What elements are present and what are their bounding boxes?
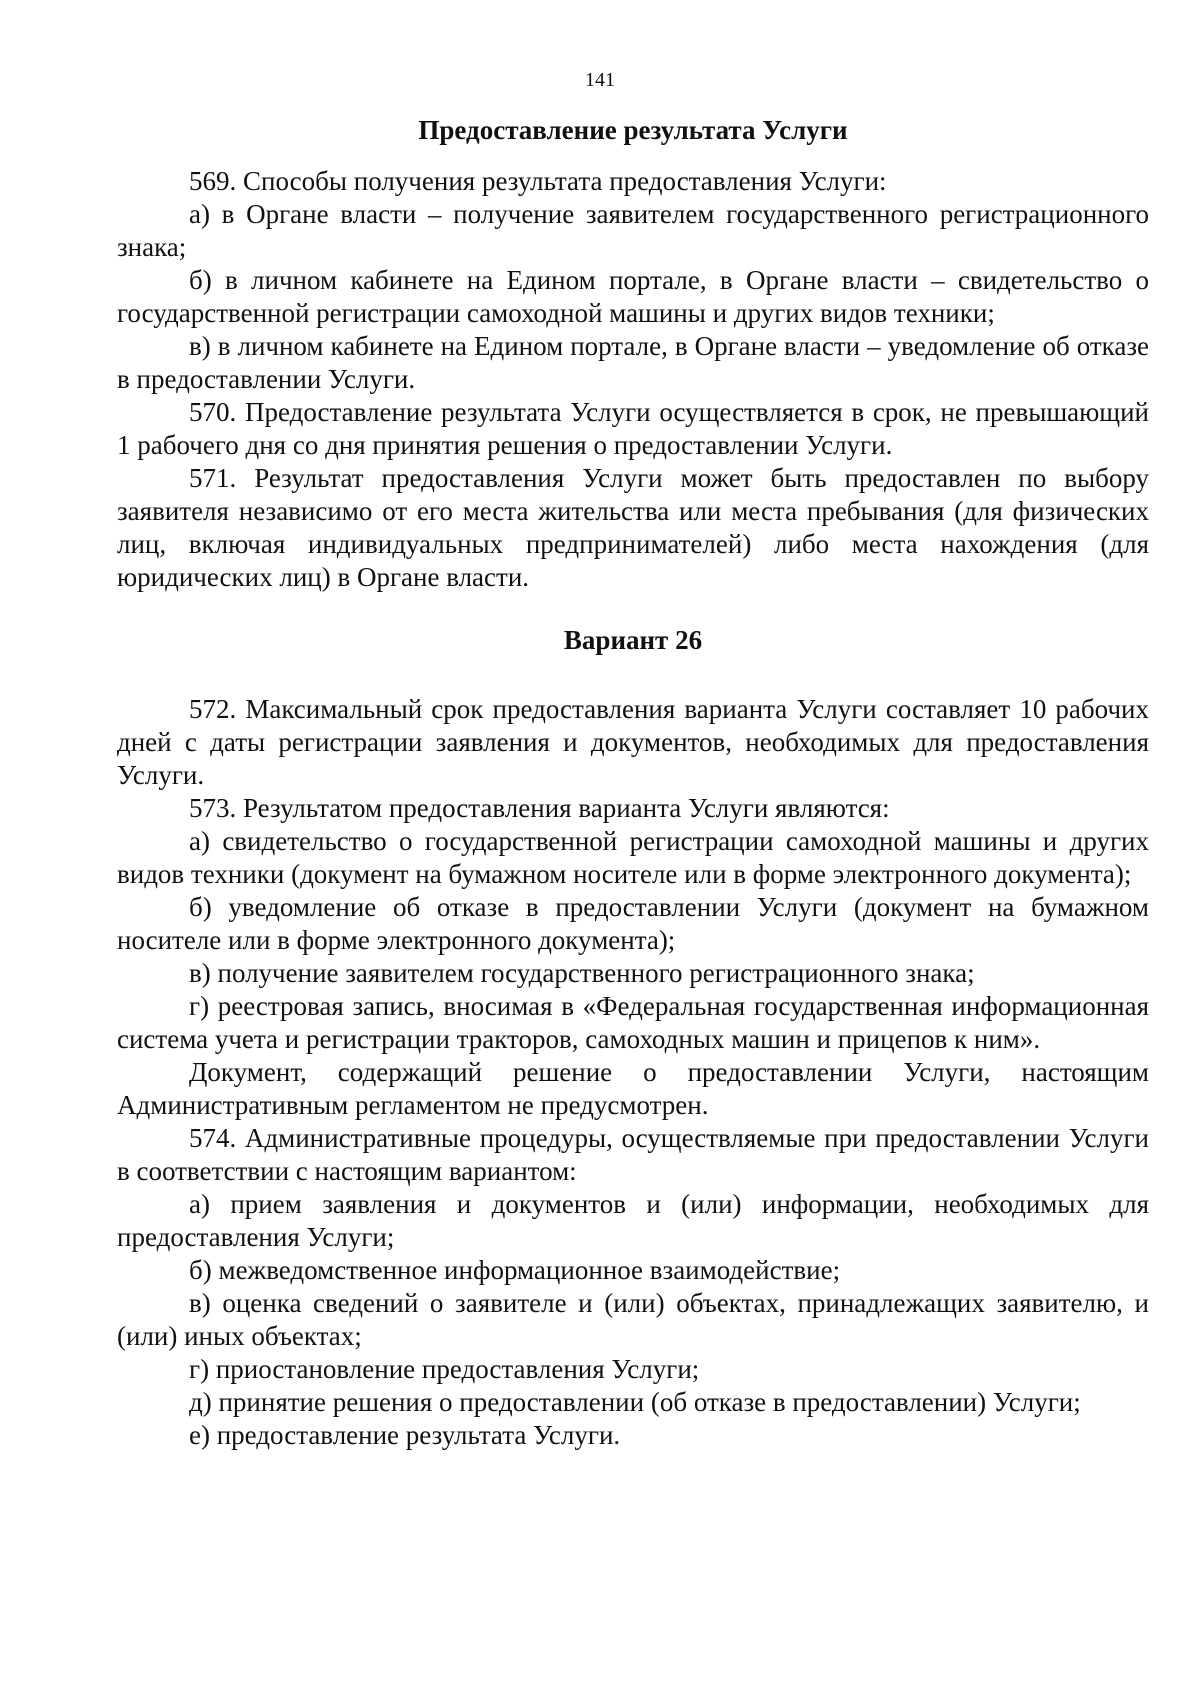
page-number: 141 [585, 69, 615, 91]
section-heading-variant-26: Вариант 26 [563, 625, 703, 655]
paragraph-573-b: б) уведомление об отказе в предоставлении Услуги (документ на бумажном носителе или в форме электронного документа); [117, 892, 1149, 955]
paragraph-569: 569. Способы получения результата предоставления Услуги: [189, 166, 887, 196]
paragraph-574-a: а) прием заявления и документов и (или) информации, необходимых для предоставления Услуги; [117, 1189, 1149, 1252]
paragraph-571: 571. Результат предоставления Услуги может быть предоставлен по выбору заявителя независимо от его места жительства или места пребывания (для физических лиц, включая индивидуальных предпринимателей) либо места нахождения (для юридических лиц) в Органе власти. [117, 463, 1149, 592]
paragraph-574-d: д) принятие решения о предоставлении (об отказе в предоставлении) Услуги; [189, 1387, 1081, 1417]
paragraph-569-a: а) в Органе власти – получение заявителем государственного регистрационного знака; [117, 199, 1149, 262]
document-body [117, 114, 1149, 1452]
paragraph-574-b: б) межведомственное информационное взаимодействие; [189, 1255, 841, 1285]
paragraph-574: 574. Административные процедуры, осуществляемые при предоставлении Услуги в соответствии с настоящим вариантом: [117, 1123, 1149, 1186]
paragraph-574-g: г) приостановление предоставления Услуги; [189, 1354, 700, 1384]
paragraph-572: 572. Максимальный срок предоставления варианта Услуги составляет 10 рабочих дней с даты регистрации заявления и документов, необходимых для предоставления Услуги. [117, 694, 1149, 790]
paragraph-573-v: в) получение заявителем государственного регистрационного знака; [189, 958, 975, 988]
section-result [117, 165, 1149, 594]
paragraph-574-e: е) предоставление результата Услуги. [189, 1420, 621, 1450]
paragraph-569-v: в) в личном кабинете на Едином портале, в Органе власти – уведомление об отказе в предоставлении Услуги. [117, 331, 1149, 394]
section-heading-result: Предоставление результата Услуги [418, 115, 848, 145]
paragraph-570: 570. Предоставление результата Услуги осуществляется в срок, не превышающий 1 рабочего дня со дня принятия решения о предоставлении Услуги. [117, 397, 1149, 460]
paragraph-574-v: в) оценка сведений о заявителе и (или) объектах, принадлежащих заявителю, и (или) иных объектах; [117, 1288, 1149, 1351]
paragraph-573-g: г) реестровая запись, вносимая в «Федеральная государственная информационная система учета и регистрации тракторов, самоходных машин и прицепов к ним». [117, 991, 1149, 1054]
section-variant-26 [117, 693, 1149, 1452]
paragraph-573-note: Документ, содержащий решение о предоставлении Услуги, настоящим Административным регламентом не предусмотрен. [117, 1057, 1149, 1120]
paragraph-573-a: а) свидетельство о государственной регистрации самоходной машины и других видов техники (документ на бумажном носителе или в форме электронного документа); [117, 826, 1149, 889]
paragraph-573: 573. Результатом предоставления варианта Услуги являются: [189, 793, 890, 823]
paragraph-569-b: б) в личном кабинете на Едином портале, в Органе власти – свидетельство о государственной регистрации самоходной машины и других видов техники; [117, 265, 1149, 328]
